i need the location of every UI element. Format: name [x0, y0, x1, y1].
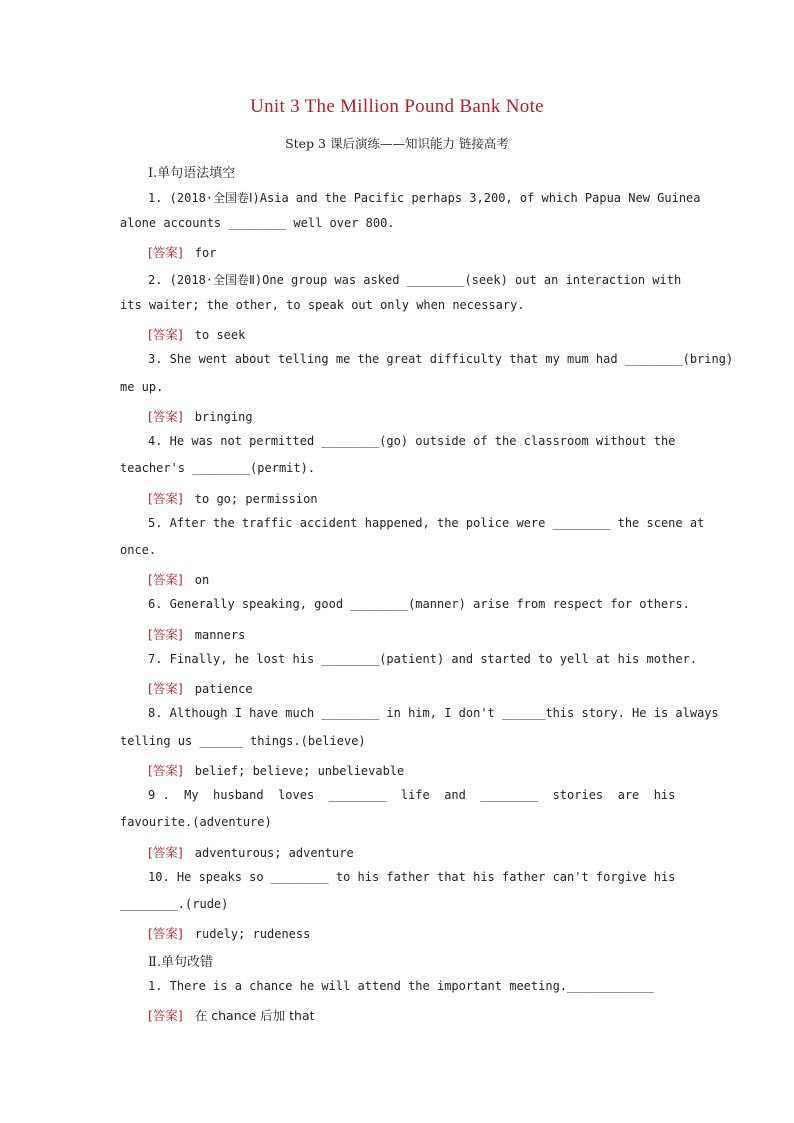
section-heading-grammar: Ⅰ.单句语法填空: [148, 166, 236, 181]
answer-tag: [答案]: [148, 245, 183, 260]
answer-text: 在 chance 后加 that: [194, 1008, 315, 1023]
question-5-line-1: 5. After the traffic accident happened, the police were ________ the scene at: [148, 516, 705, 530]
answer-text: rudely; rudeness: [194, 927, 311, 941]
answer-tag: [答案]: [148, 681, 183, 696]
answer-tag: [答案]: [148, 491, 183, 506]
answer-2: [148, 325, 245, 343]
page-subtitle: Step 3 课后演练——知识能力 链接高考: [285, 136, 509, 151]
question-2-line-2: its waiter; the other, to speak out only when necessary.: [120, 298, 525, 312]
answer-text: bringing: [194, 410, 253, 424]
page-title: Unit 3 The Million Pound Bank Note: [250, 96, 544, 117]
answer-text: belief; believe; unbelievable: [194, 764, 405, 778]
question-8-line-1: 8. Although I have much ________ in him, I don't ______this story. He is always: [148, 706, 719, 720]
question-3-line-1: 3. She went about telling me the great difficulty that my mum had ________(bring): [148, 352, 734, 366]
answer-6: [148, 625, 245, 643]
question-5-line-2: once.: [120, 543, 157, 557]
answer-text: for: [194, 246, 217, 260]
answer-text: adventurous; adventure: [194, 846, 354, 860]
question-4-line-1: 4. He was not permitted ________(go) outside of the classroom without the: [148, 434, 676, 448]
answer-tag: [答案]: [148, 409, 183, 424]
answer-tag: [答案]: [148, 763, 183, 778]
question-3-line-2: me up.: [120, 380, 164, 394]
answer-8: [148, 761, 404, 779]
question-6-line-1: 6. Generally speaking, good ________(manner) arise from respect for others.: [148, 597, 690, 611]
answer-text: to go; permission: [194, 492, 318, 506]
correction-1-line-1: 1. There is a chance he will attend the important meeting.____________: [148, 979, 654, 993]
section-heading-correction: Ⅱ.单句改错: [148, 955, 213, 970]
answer-9: [148, 843, 354, 861]
question-10-line-1: 10. He speaks so ________ to his father that his father can't forgive his: [148, 870, 676, 884]
answer-tag: [答案]: [148, 845, 183, 860]
correction-answer-1: [148, 1006, 315, 1024]
answer-5: [148, 570, 209, 588]
answer-tag: [答案]: [148, 926, 183, 941]
answer-tag: [答案]: [148, 1008, 183, 1023]
answer-1: [148, 243, 216, 261]
answer-text: manners: [194, 628, 246, 642]
question-4-line-2: teacher's ________(permit).: [120, 461, 316, 475]
answer-text: to seek: [194, 328, 246, 342]
question-1-line-2: alone accounts ________ well over 800.: [120, 216, 395, 230]
question-7-line-1: 7. Finally, he lost his ________(patient) and started to yell at his mother.: [148, 652, 698, 666]
question-1-line-1: 1. (2018·全国卷Ⅰ)Asia and the Pacific perhaps 3,200, of which Papua New Guinea: [148, 191, 701, 205]
answer-7: [148, 679, 253, 697]
question-9-line-2: favourite.(adventure): [120, 815, 272, 829]
answer-tag: [答案]: [148, 572, 183, 587]
answer-tag: [答案]: [148, 627, 183, 642]
answer-text: patience: [194, 682, 253, 696]
question-10-line-2: ________.(rude): [120, 897, 229, 911]
question-2-line-1: 2. (2018·全国卷Ⅱ)One group was asked ________(seek) out an interaction with: [148, 273, 682, 287]
answer-tag: [答案]: [148, 327, 183, 342]
answer-text: on: [194, 573, 210, 587]
question-8-line-2: telling us ______ things.(believe): [120, 734, 366, 748]
answer-3: [148, 407, 253, 425]
answer-10: [148, 924, 310, 942]
answer-4: [148, 489, 318, 507]
question-9-line-1: 9 . My husband loves ________ life and ________ stories are his: [148, 788, 676, 802]
